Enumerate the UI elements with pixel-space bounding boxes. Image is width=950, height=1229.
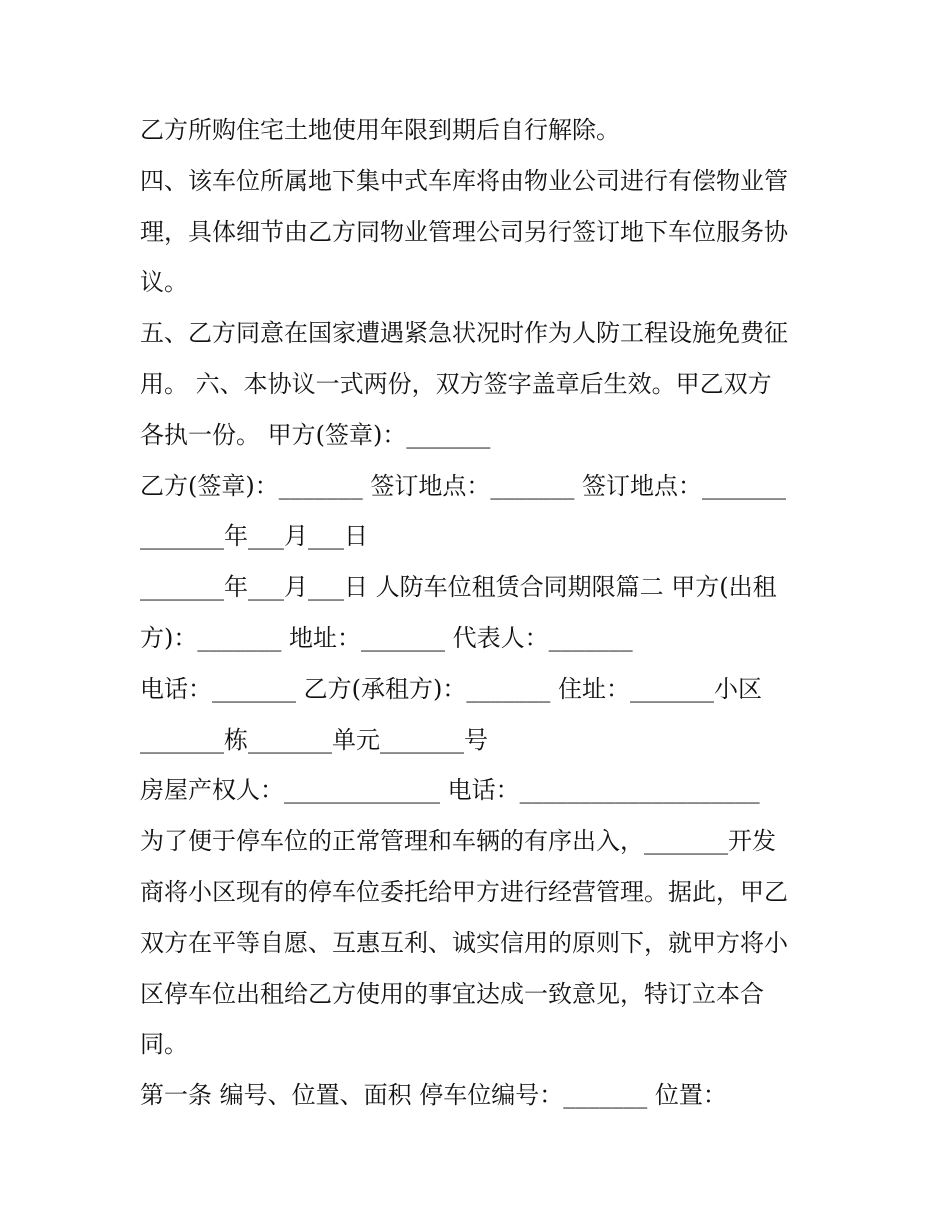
text-line: 乙方(签章)：_______ 签订地点：_______ 签订地点：_______	[140, 471, 786, 500]
text-line: 同。	[140, 1030, 188, 1059]
text-line: 理，具体细节由乙方同物业管理公司另行签订地下车位服务协	[140, 217, 788, 246]
text-line: 为了便于停车位的正常管理和车辆的有序出入，_______开发	[140, 827, 776, 856]
text-line: _______栋_______单元_______号	[140, 725, 488, 754]
text-line: 双方在平等自愿、互惠互利、诚实信用的原则下，就甲方将小	[140, 928, 788, 957]
text-line: 乙方所购住宅土地使用年限到期后自行解除。	[140, 116, 620, 144]
text-line: 五、乙方同意在国家遭遇紧急状况时作为人防工程设施免费征	[140, 319, 788, 348]
text-line: 四、该车位所属地下集中式车库将由物业公司进行有偿物业管	[140, 166, 788, 195]
text-line: _______年___月___日	[140, 522, 368, 551]
text-line: 议。	[140, 268, 188, 297]
text-line: 电话：_______ 乙方(承租方)：_______ 住址：_______小区	[140, 674, 762, 703]
text-line: 用。 六、本协议一式两份，双方签字盖章后生效。甲乙双方	[140, 369, 772, 398]
text-line: 商将小区现有的停车位委托给甲方进行经营管理。据此，甲乙	[140, 877, 788, 906]
text-line: 各执一份。 甲方(签章)：_______	[140, 420, 491, 449]
text-line: 区停车位出租给乙方使用的事宜达成一致意见，特订立本合	[140, 979, 764, 1008]
text-line: _______年___月___日 人防车位租赁合同期限篇二 甲方(出租	[140, 573, 777, 602]
text-line: 第一条 编号、位置、面积 停车位编号：_______ 位置：	[140, 1081, 727, 1110]
document-body	[140, 105, 820, 1121]
text-line: 方)：_______ 地址：_______ 代表人：_______	[140, 623, 633, 652]
text-line: 房屋产权人：_____________ 电话：____________________	[140, 776, 760, 805]
